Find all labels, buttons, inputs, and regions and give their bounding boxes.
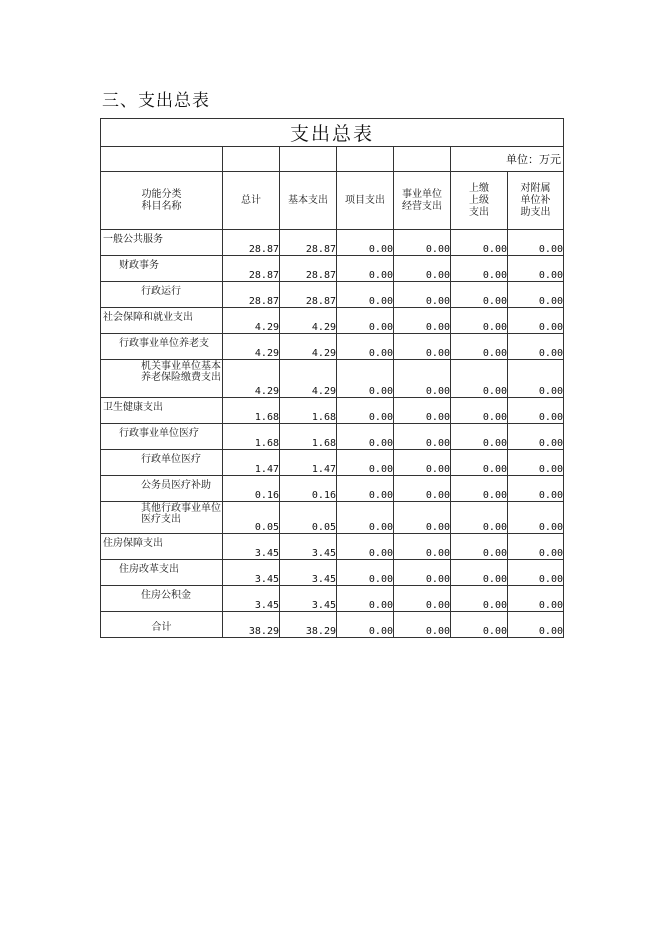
table-title: 支出总表: [101, 119, 564, 147]
table-row: 住房保障支出 3.45 3.45 0.00 0.00 0.00 0.00: [101, 534, 564, 560]
header-business: 事业单位 经营支出: [394, 172, 451, 230]
table-row: 卫生健康支出 1.68 1.68 0.00 0.00 0.00 0.00: [101, 398, 564, 424]
expenditure-table: [100, 118, 564, 638]
header-basic: 基本支出: [280, 172, 337, 230]
row-name: 社会保障和就业支出: [101, 308, 223, 334]
table-row: 行政事业单位医疗 1.68 1.68 0.00 0.00 0.00 0.00: [101, 424, 564, 450]
row-name: 卫生健康支出: [101, 398, 223, 424]
table-row: 机关事业单位基本养老保险缴费支出 4.29 4.29 0.00 0.00 0.00 0.00: [101, 360, 564, 398]
row-name: 合计: [101, 612, 223, 638]
table-row: 财政事务 28.87 28.87 0.00 0.00 0.00 0.00: [101, 256, 564, 282]
row-name: 财政事务: [101, 256, 223, 282]
table-row: 行政事业单位养老支 4.29 4.29 0.00 0.00 0.00 0.00: [101, 334, 564, 360]
section-heading: 三、支出总表: [102, 91, 210, 111]
header-name: 功能分类 科目名称: [101, 172, 223, 230]
row-name: 公务员医疗补助: [101, 476, 223, 502]
row-name: 住房公积金: [101, 586, 223, 612]
table-row: 住房改革支出 3.45 3.45 0.00 0.00 0.00 0.00: [101, 560, 564, 586]
row-name: 一般公共服务: [101, 230, 223, 256]
row-name: 行政事业单位医疗: [101, 424, 223, 450]
header-total: 总计: [223, 172, 280, 230]
table-row: 住房公积金 3.45 3.45 0.00 0.00 0.00 0.00: [101, 586, 564, 612]
row-name: 行政运行: [101, 282, 223, 308]
row-name: 住房改革支出: [101, 560, 223, 586]
table-row: 行政单位医疗 1.47 1.47 0.00 0.00 0.00 0.00: [101, 450, 564, 476]
row-name: 住房保障支出: [101, 534, 223, 560]
header-row: [101, 172, 564, 230]
table-row: 其他行政事业单位医疗支出 0.05 0.05 0.00 0.00 0.00 0.00: [101, 502, 564, 534]
row-name: 行政单位医疗: [101, 450, 223, 476]
row-name: 机关事业单位基本养老保险缴费支出: [101, 360, 223, 398]
table-row: 一般公共服务 28.87 28.87 0.00 0.00 0.00 0.00: [101, 230, 564, 256]
header-project: 项目支出: [337, 172, 394, 230]
header-subsidy: 对附属 单位补 助支出: [508, 172, 564, 230]
table-row: 公务员医疗补助 0.16 0.16 0.00 0.00 0.00 0.00: [101, 476, 564, 502]
header-upper: 上缴 上级 支出: [451, 172, 508, 230]
total-row: 合计 38.29 38.29 0.00 0.00 0.00 0.00: [101, 612, 564, 638]
row-name: 其他行政事业单位医疗支出: [101, 502, 223, 534]
table-row: 社会保障和就业支出 4.29 4.29 0.00 0.00 0.00 0.00: [101, 308, 564, 334]
unit-label: 单位：万元: [451, 147, 564, 172]
table-row: 行政运行 28.87 28.87 0.00 0.00 0.00 0.00: [101, 282, 564, 308]
row-name: 行政事业单位养老支: [101, 334, 223, 360]
